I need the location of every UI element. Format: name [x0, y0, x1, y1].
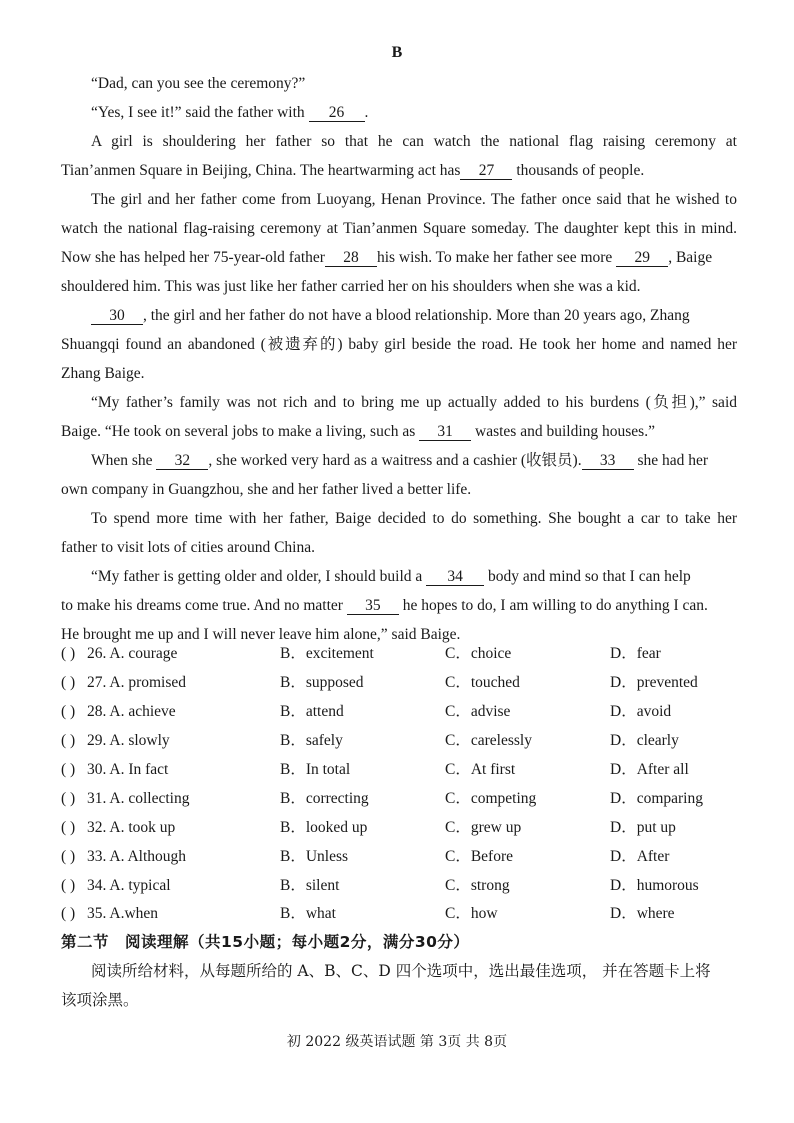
option-b: B．excitement [280, 645, 374, 662]
option-b: B．safely [280, 732, 343, 749]
question-row [61, 759, 751, 781]
option-d: D．clearly [610, 732, 679, 749]
answer-blank: 32 [156, 452, 208, 470]
option-a: 31. A. collecting [87, 790, 190, 807]
option-d: D．After all [610, 761, 689, 778]
answer-paren[interactable]: ( ) [61, 674, 76, 691]
question-row [61, 730, 751, 752]
passage-line: to make his dreams come true. And no matter 35 he hopes to do, I am willing to do anything I can. [61, 597, 708, 614]
option-d: D．where [610, 905, 675, 922]
option-d: D．humorous [610, 877, 699, 894]
option-b: B．correcting [280, 790, 369, 807]
passage-line: Now she has helped her 75-year-old father 28 his wish. To make her father see more 29 , Baige [61, 249, 713, 266]
passage-line: The girl and her father come from Luoyang, Henan Province. The father once said that he wished to [91, 191, 737, 208]
option-b: B．supposed [280, 674, 364, 691]
passage-line: “My father is getting older and older, I should build a 34 body and mind so that I can help [91, 568, 691, 585]
question-row [61, 788, 751, 810]
option-a: 33. A. Although [87, 848, 187, 865]
answer-blank: 28 [325, 249, 377, 267]
option-c: C．Before [445, 848, 514, 865]
passage-line: Tian’anmen Square in Beijing, China. The heartwarming act has 27 thousands of people. [61, 162, 645, 179]
option-d: D．prevented [610, 674, 698, 691]
option-a: 34. A. typical [87, 877, 171, 894]
option-c: C．touched [445, 674, 520, 691]
answer-paren[interactable]: ( ) [61, 848, 76, 865]
option-a: 28. A. achieve [87, 703, 176, 720]
answer-paren[interactable]: ( ) [61, 790, 76, 807]
answer-paren[interactable]: ( ) [61, 877, 76, 894]
question-row [61, 817, 751, 839]
section-title: 第二节 阅读理解（共15小题；每小题2分，满分30分） [61, 933, 470, 951]
option-b: B．attend [280, 703, 344, 720]
passage-line: He brought me up and I will never leave him alone,” said Baige. [61, 626, 461, 643]
option-c: C．At first [445, 761, 516, 778]
passage-line: 30 , the girl and her father do not have a blood relationship. More than 20 years ago, Zhang [91, 306, 737, 326]
question-row [61, 903, 751, 925]
option-a: 32. A. took up [87, 819, 176, 836]
answer-paren[interactable]: ( ) [61, 645, 76, 662]
answer-blank: 33 [582, 452, 634, 470]
option-c: C．how [445, 905, 498, 922]
option-d: D．After [610, 848, 670, 865]
passage-line: “Dad, can you see the ceremony?” [91, 75, 306, 92]
answer-paren[interactable]: ( ) [61, 905, 76, 922]
answer-blank: 26 [309, 104, 365, 122]
option-d: D．avoid [610, 703, 672, 720]
option-c: C．competing [445, 790, 537, 807]
passage-line: “Yes, I see it!” said the father with 26 . [91, 104, 369, 121]
answer-blank: 29 [616, 249, 668, 267]
answer-paren[interactable]: ( ) [61, 819, 76, 836]
question-row [61, 701, 751, 723]
option-b: B．looked up [280, 819, 368, 836]
answer-paren[interactable]: ( ) [61, 761, 76, 778]
passage-line: When she 32 , she worked very hard as a waitress and a cashier (收银员). 33 she had her [91, 452, 709, 469]
option-c: C．carelessly [445, 732, 532, 749]
passage-line: own company in Guangzhou, she and her father lived a better life. [61, 481, 472, 498]
passage-line: Zhang Baige. [61, 365, 145, 382]
instruction-line: 该项涂黑。 [61, 991, 139, 1009]
option-a: 29. A. slowly [87, 732, 170, 749]
option-b: B．what [280, 905, 336, 922]
passage-line: A girl is shouldering her father so that he can watch the national flag raising ceremony at [91, 133, 737, 150]
answer-paren[interactable]: ( ) [61, 703, 76, 720]
answer-blank: 27 [460, 162, 512, 180]
question-row [61, 875, 751, 897]
passage-line: shouldered him. This was just like her father carried her on his shoulders when she was a kid. [61, 278, 641, 295]
answer-blank: 34 [426, 568, 484, 586]
page-footer: 初 2022 级英语试题 第 3页 共 8页 [286, 1034, 508, 1050]
passage-line: father to visit lots of cities around China. [61, 539, 315, 556]
option-d: D．put up [610, 819, 676, 836]
passage-line: Baige. “He took on several jobs to make a living, such as 31 wastes and building houses.” [61, 423, 655, 440]
option-c: C．advise [445, 703, 511, 720]
option-a: 35. A.when [87, 905, 159, 922]
option-b: B．Unless [280, 848, 349, 865]
question-row [61, 672, 751, 694]
option-b: B．silent [280, 877, 340, 894]
answer-blank: 31 [419, 423, 471, 441]
option-c: C．choice [445, 645, 512, 662]
passage-line: “My father’s family was not rich and to bring me up actually added to his burdens (负担),” said [91, 394, 737, 411]
answer-paren[interactable]: ( ) [61, 732, 76, 749]
passage-heading: B [391, 44, 403, 61]
answer-blank: 30 [91, 307, 143, 325]
question-row [61, 643, 751, 665]
instruction-line: 阅读所给材料，从每题所给的 A、B、C、D 四个选项中，选出最佳选项， 并在答题卡上将 [91, 962, 711, 980]
passage-line: Shuangqi found an abandoned (被遗弃的) baby girl beside the road. He took her home and named her [61, 336, 737, 353]
option-c: C．grew up [445, 819, 522, 836]
option-a: 30. A. In fact [87, 761, 169, 778]
option-b: B．In total [280, 761, 351, 778]
question-row [61, 846, 751, 868]
option-d: D．comparing [610, 790, 703, 807]
option-a: 26. A. courage [87, 645, 178, 662]
passage-line: watch the national flag-raising ceremony at Tian’anmen Square someday. The daughter kept this in mind. [61, 220, 737, 237]
answer-blank: 35 [347, 597, 399, 615]
option-c: C．strong [445, 877, 510, 894]
option-a: 27. A. promised [87, 674, 187, 691]
passage-line: To spend more time with her father, Baige decided to do something. She bought a car to take her [91, 510, 737, 527]
option-d: D．fear [610, 645, 661, 662]
